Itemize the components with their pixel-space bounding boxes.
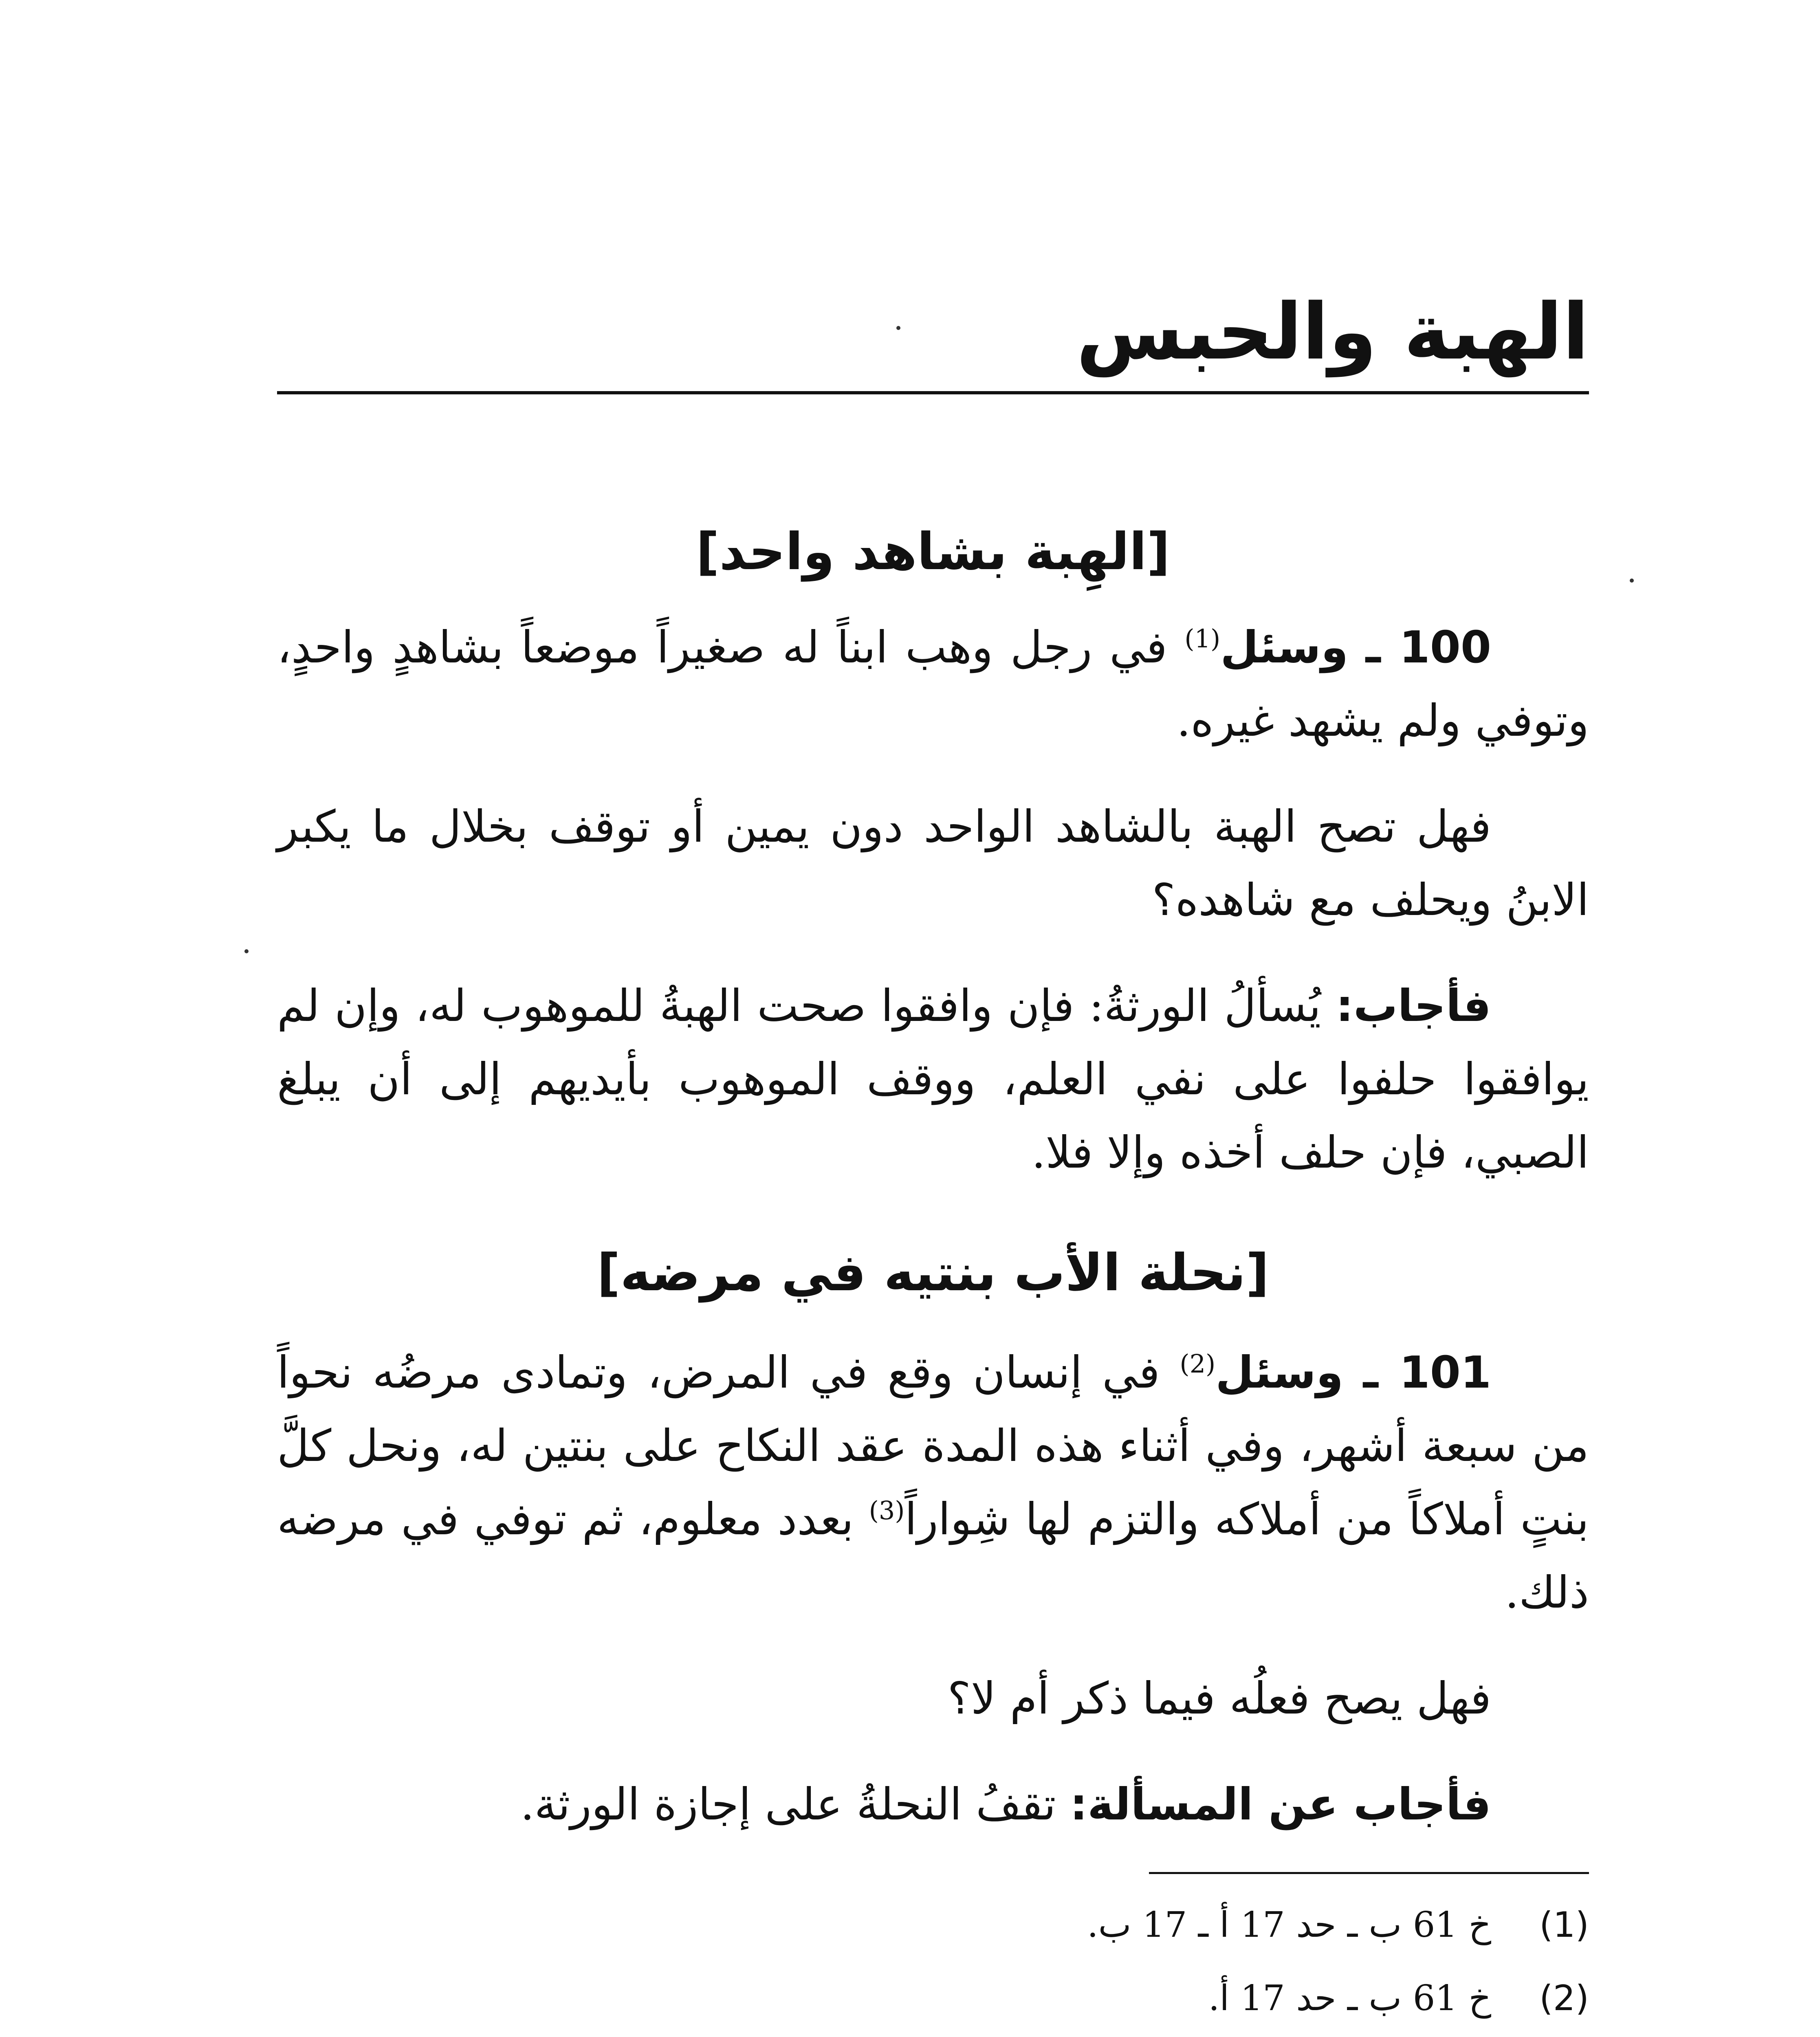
footnote-mark: (1) bbox=[1539, 1905, 1589, 1945]
footnote-text: خ 61 ب ـ حد 17 أ. bbox=[1208, 1978, 1491, 2019]
question-number: 100 ـ bbox=[1365, 622, 1491, 673]
question-text-b: بعدد معلوم، ثم توفي في مرضه ذلك. bbox=[277, 1494, 1589, 1618]
footnote-text: خ 61 ب ـ حد 17 أ ـ 17 ب. bbox=[1087, 1905, 1491, 1945]
answer-text: يُسألُ الورثةُ: فإن وافقوا صحت الهبةُ للموهوب له، وإن لم يوافقوا حلفوا على نفي العلم، ووقف الموهوب بأيديهم إلى أن يبلغ الصبي، فإن حلف أخذه وإلا فلا. bbox=[277, 981, 1589, 1178]
section-heading-2: [نحلة الأب بنتيه في مرضه] bbox=[597, 1243, 1269, 1302]
answer-100 bbox=[277, 970, 1589, 1190]
scan-speck bbox=[896, 326, 900, 330]
answer-label: فأجاب: bbox=[1336, 981, 1491, 1032]
question-text: في رجل وهب ابناً له صغيراً موضعاً بشاهدٍ واحدٍ، وتوفي ولم يشهد غيره. bbox=[277, 622, 1589, 746]
section-heading-1: [الهِبة بشاهد واحد] bbox=[696, 522, 1170, 581]
chapter-header bbox=[277, 285, 1589, 394]
question-101-followup: فهل يصح فعلُه فيما ذكر أم لا؟ bbox=[947, 1673, 1491, 1724]
footnote-mark: (2) bbox=[1539, 1978, 1589, 2019]
footnote-1 bbox=[277, 1898, 1589, 1951]
question-number: 101 ـ bbox=[1363, 1347, 1491, 1398]
footnote-ref-1: (1) bbox=[1184, 624, 1221, 653]
footnote-ref-3: (3) bbox=[869, 1496, 905, 1525]
footnote-ref-2: (2) bbox=[1180, 1349, 1216, 1379]
answer-101 bbox=[277, 1768, 1589, 1841]
question-101 bbox=[277, 1336, 1589, 1630]
scan-speck bbox=[1630, 579, 1634, 583]
scan-speck bbox=[244, 949, 249, 953]
footnote-2 bbox=[277, 1972, 1589, 2025]
question-100-followup: فهل تصح الهبة بالشاهد الواحد دون يمين أو توقف بخلال ما يكبر الابنُ ويحلف مع شاهده؟ bbox=[277, 801, 1589, 926]
answer-label: فأجاب عن المسألة: bbox=[1070, 1779, 1491, 1830]
question-label: وسئل bbox=[1215, 1347, 1344, 1398]
question-text-a: في إنسان وقع في المرض، وتمادى مرضُه نحواً من سبعة أشهر، وفي أثناء هذه المدة عقد النكاح على بنتين له، ونحل كلَّ بنتٍ أملاكاً من أملاكه والتزم لها شِواراً bbox=[277, 1347, 1589, 1545]
question-label: وسئل bbox=[1220, 622, 1349, 673]
footnote-divider bbox=[1149, 1872, 1589, 1874]
chapter-title: الهبة والحبس bbox=[1076, 287, 1589, 377]
answer-text: تقفُ النحلةُ على إجازة الورثة. bbox=[520, 1779, 1070, 1830]
question-100 bbox=[277, 611, 1589, 758]
